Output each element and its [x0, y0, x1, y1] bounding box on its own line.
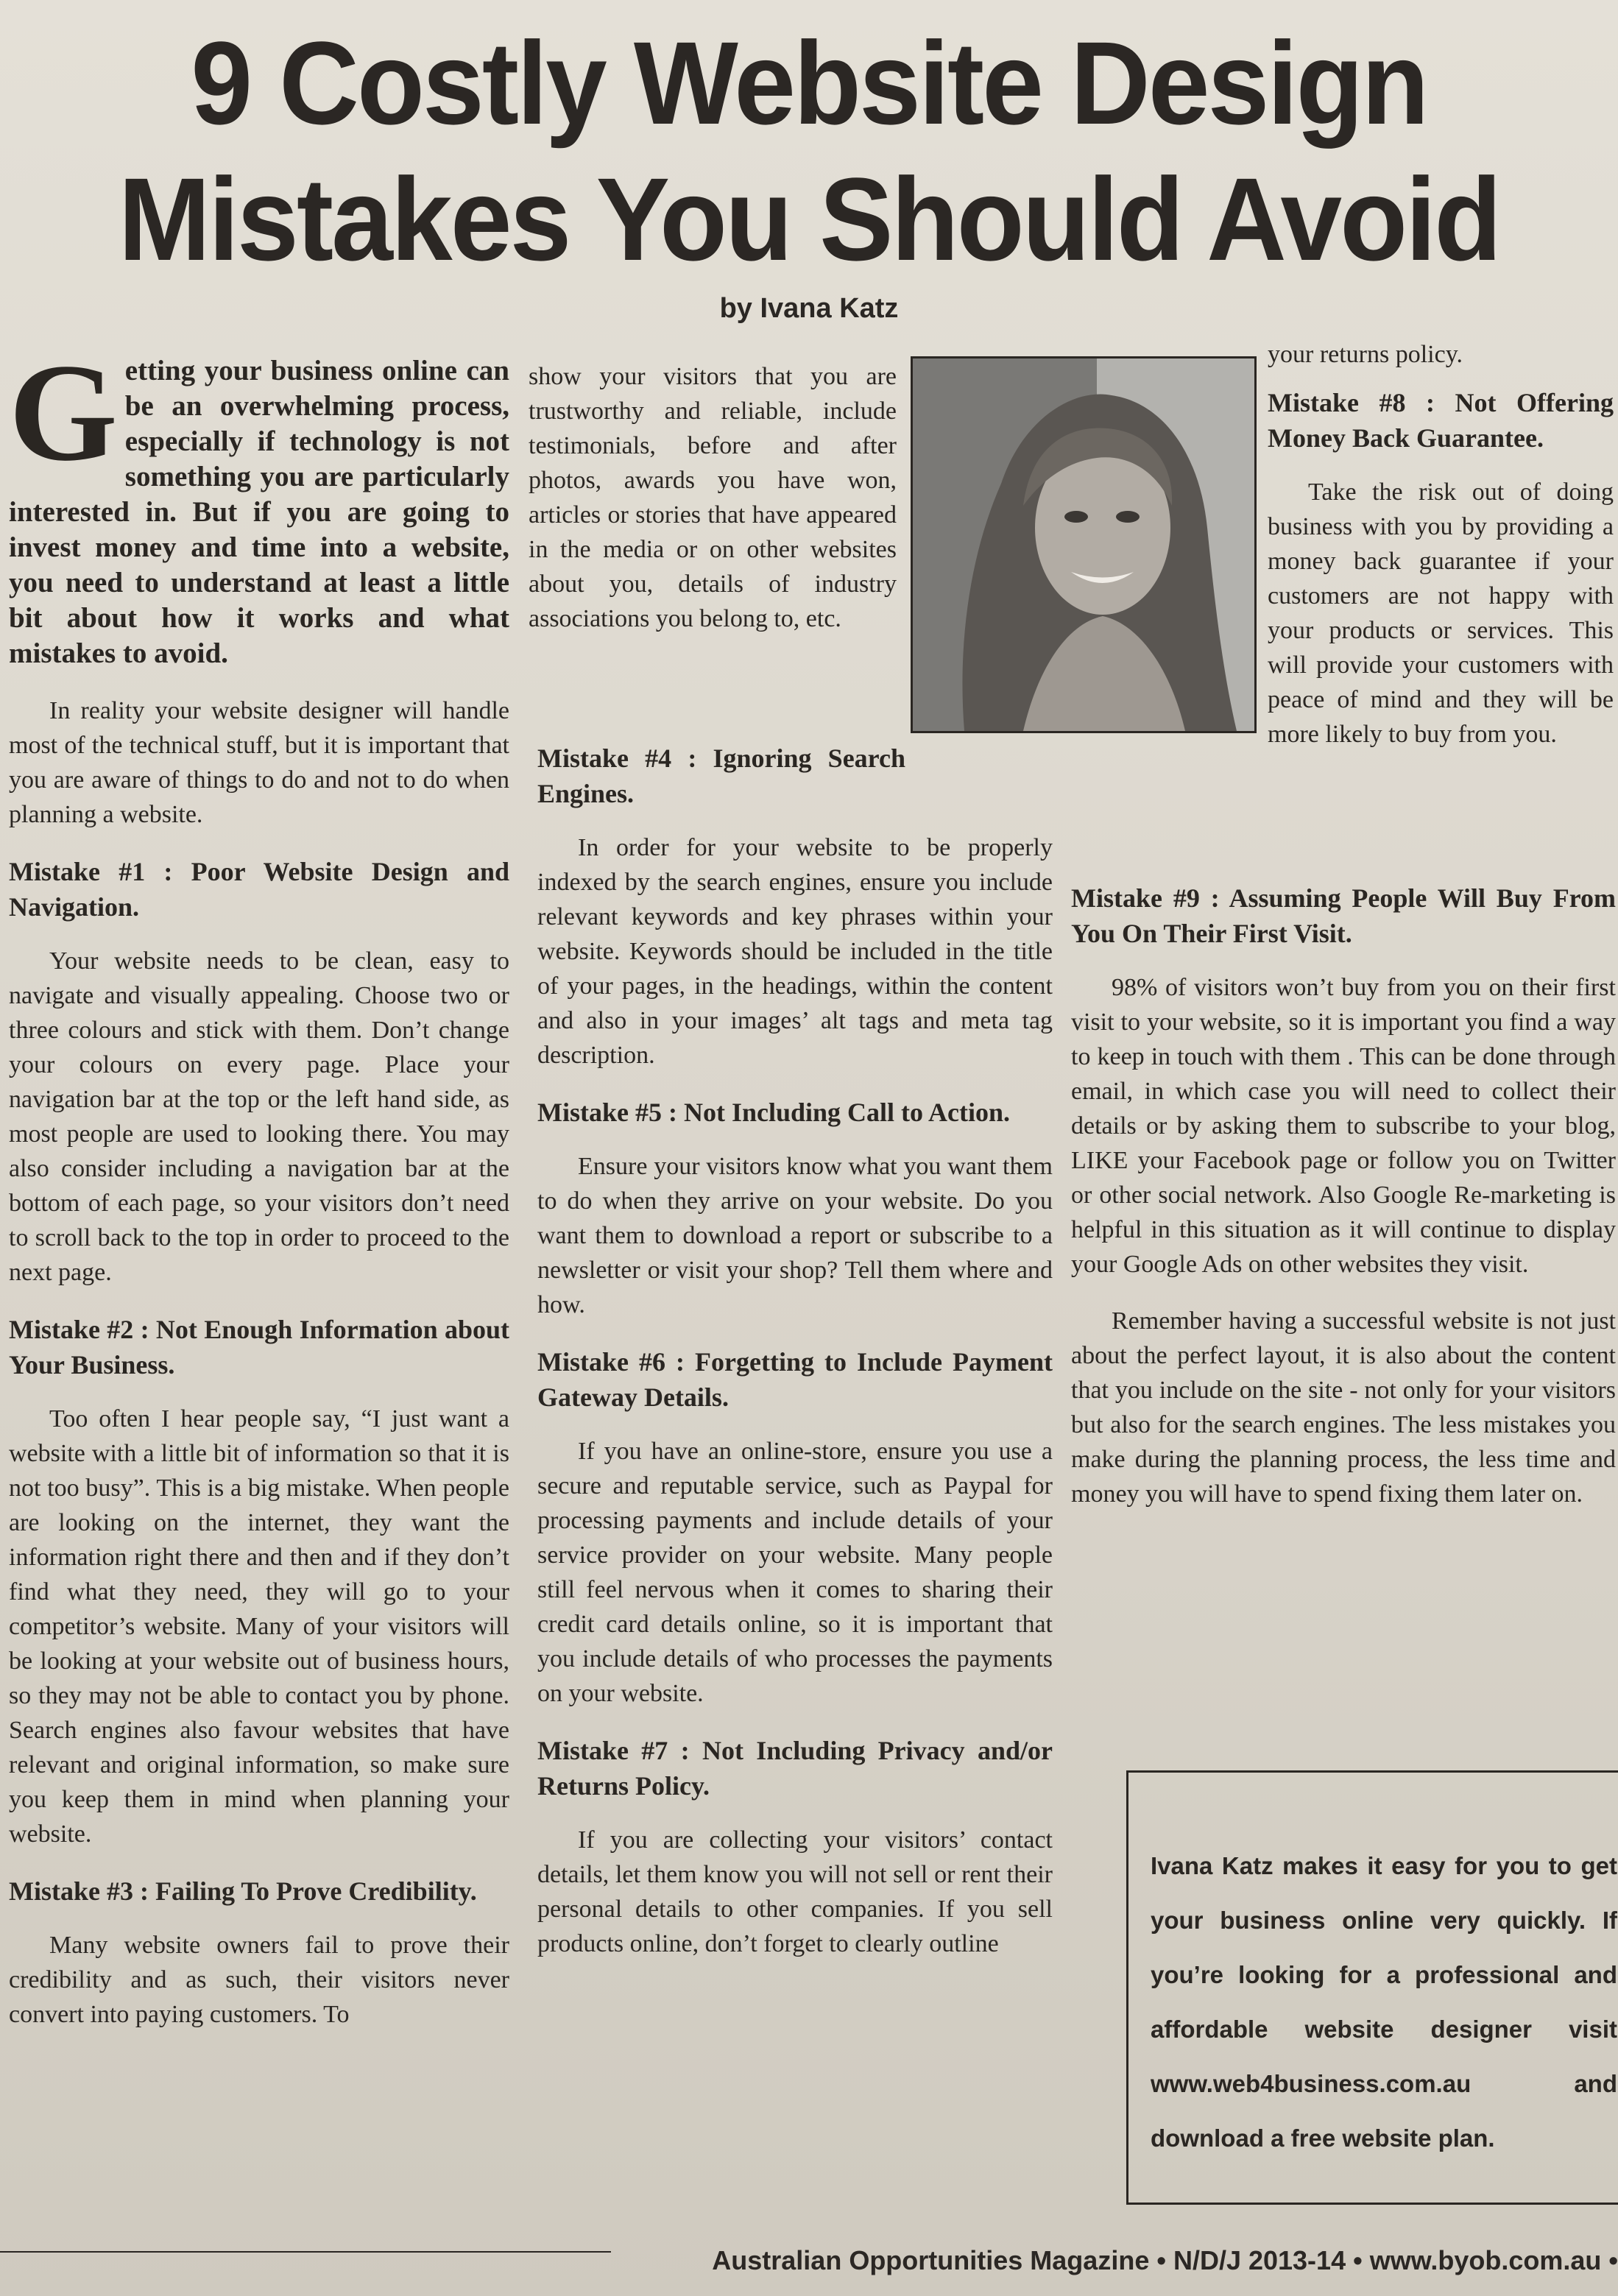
byline: by Ivana Katz	[719, 293, 899, 324]
mistake-7-body-part-1: If you are collecting your visitors’ contact details, let them know you will not sell or rent their personal details to other companies. If you sell products online, don’t forget to clearly outline	[537, 1826, 1053, 1957]
mistake-9-heading: Mistake #9 : Assuming People Will Buy From You On Their First Visit.	[1071, 883, 1616, 948]
mistake-8-body: Take the risk out of doing business with you by providing a money back guarantee if your customers are not happy with your products or services. This will provide your customers with peace of mind and they will be more likely to buy from you.	[1268, 478, 1614, 748]
lede-text: etting your business online can be an overwhelming process, especially if technology is not something you are particularly interested in. But if you are going to invest money and time into a website, you need to understand at least a little bit about how it works and what mistakes to avoid.	[9, 355, 509, 669]
mistake-2-heading: Mistake #2 : Not Enough Information about Your Business.	[9, 1315, 509, 1380]
column-2-top	[529, 359, 897, 658]
mistake-2-body: Too often I hear people say, “I just want a website with a little bit of information so that it is not too busy”. This is a big mistake. When people are looking on the internet, they want the information right there and then and if they don’t find what they need, they will go to your competitor’s website. Many of your visitors will be looking at your website out of business hours, so they may not be able to contact you by phone. Search engines also favour websites that have relevant and original information, so make sure you keep them in mind when planning your website.	[9, 1405, 509, 1848]
intro-paragraph: In reality your website designer will handle most of the technical stuff, but it is important that you are aware of things to do and not to do when planning a website.	[9, 697, 509, 828]
mistake-7-body-part-2: your returns policy.	[1268, 341, 1463, 368]
mistake-5-heading: Mistake #5 : Not Including Call to Action.	[537, 1098, 1011, 1127]
author-photo	[911, 356, 1257, 733]
footer-rule	[0, 2251, 611, 2253]
column-1	[9, 336, 509, 2054]
mistake-4-heading: Mistake #4 : Ignoring Search Engines.	[537, 743, 905, 808]
promo-box-text: Ivana Katz makes it easy for you to get your business online very quickly. If you’re looking for a professional and affordable website designer visit www.web4business.com.au and download a free website plan.	[1151, 1852, 1617, 2152]
author-portrait-illustration	[913, 358, 1254, 731]
mistake-6-body: If you have an online-store, ensure you use a secure and reputable service, such as Paypal for processing payments and include details of your service provider on your website. Many people still feel nervous when it comes to sharing their credit card details online, so it is important that you include details of who processes the payments on your website.	[537, 1438, 1053, 1707]
mistake-7-heading: Mistake #7 : Not Including Privacy and/or Returns Policy.	[537, 1736, 1053, 1801]
column-3	[1071, 861, 1616, 1533]
mistake-5-body: Ensure your visitors know what you want them to do when they arrive on your website. Do you want them to download a report or subscribe to a newsletter or visit your shop? Tell them where and how.	[537, 1153, 1053, 1318]
drop-cap: G	[9, 336, 118, 490]
mistake-4-body: In order for your website to be properly indexed by the search engines, ensure you include relevant keywords and key phrases within your website. Keywords should be included in the title of your pages, in the headings, within the content and also in your images’ alt tags and meta tag description.	[537, 834, 1053, 1069]
mistake-8-heading: Mistake #8 : Not Offering Money Back Guarantee.	[1268, 388, 1614, 453]
mistake-1-body: Your website needs to be clean, easy to navigate and visually appealing. Choose two or three colours and stick with them. Don’t change your colours on every page. Place your navigation bar at the top or the left hand side, as most people are used to looking there. You may also consider including a navigation bar at the bottom of each page, so your visitors don’t need to scroll back to the top in order to proceed to the next page.	[9, 947, 509, 1286]
mistake-9-body: 98% of visitors won’t buy from you on their first visit to your website, so it is important you find a way to keep in touch with them . This can be done through email, in which case you will need to collect their details or by asking them to subscribe to your blog, LIKE your Facebook page or follow you on Twitter or other social network. Also Google Re-marketing is helpful in this situation as it will continue to display your Google Ads on other websites they visit.	[1071, 974, 1616, 1278]
column-3-top	[1268, 337, 1614, 752]
author-promo-box	[1126, 1770, 1618, 2205]
column-2	[537, 721, 1053, 1983]
mistake-3-heading: Mistake #3 : Failing To Prove Credibility.	[9, 1876, 477, 1906]
mistake-3-body-part-1: Many website owners fail to prove their credibility and as such, their visitors never convert into paying customers. To	[9, 1932, 509, 2028]
headline-line-1: 9 Costly Website Design	[191, 17, 1427, 149]
mistake-1-heading: Mistake #1 : Poor Website Design and Navigation.	[9, 857, 509, 922]
headline-line-2: Mistakes You Should Avoid	[118, 153, 1500, 285]
closing-paragraph: Remember having a successful website is not just about the perfect layout, it is also about the content that you include on the site - not only for your visitors but also for the search engines. The less mistakes you make during the planning process, the less time and money you will have to spend fixing them later on.	[1071, 1307, 1616, 1508]
page-footer: Australian Opportunities Magazine • N/D/J 2013-14 • www.byob.com.au •	[712, 2245, 1618, 2275]
mistake-6-heading: Mistake #6 : Forgetting to Include Payment Gateway Details.	[537, 1347, 1053, 1412]
article-headline	[49, 15, 1569, 287]
mistake-3-body-part-2: show your visitors that you are trustworthy and reliable, include testimonials, before and after photos, awards you have won, articles or stories that have appeared in the media or on other websites about you, details of industry associations you belong to, etc.	[529, 363, 897, 632]
lede-paragraph	[9, 336, 509, 671]
